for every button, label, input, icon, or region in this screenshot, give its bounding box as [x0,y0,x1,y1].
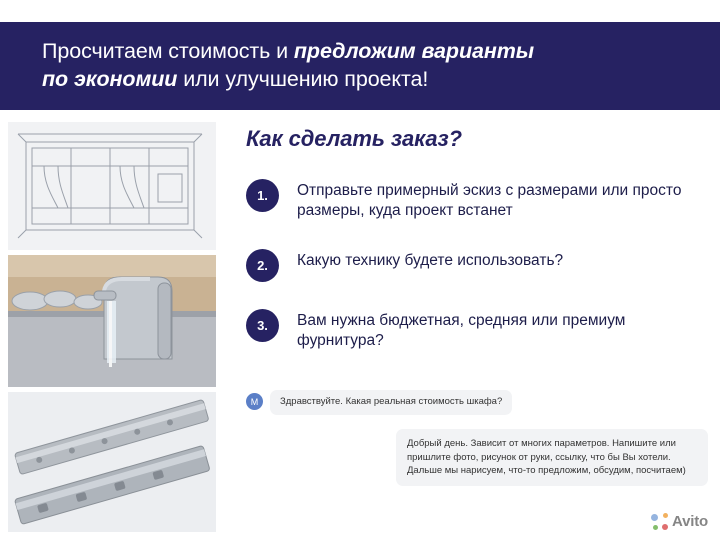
cabinet-sketch-photo [8,122,216,250]
step-text-2: Какую технику будете использовать? [297,251,564,269]
step-item-1 [246,178,708,222]
header-banner [0,22,720,110]
drawer-slides-photo [8,392,216,532]
step-number-3: 3. [246,309,279,342]
step-item-2 [246,248,708,282]
chat-mockup [246,390,708,486]
kitchen-faucet-photo [8,255,216,387]
avatar: М [246,393,263,410]
drawer-slides-image [8,392,216,532]
avito-watermark-label: Avito [672,513,708,530]
photo-column [8,122,216,532]
avito-logo-icon [651,513,668,530]
banner-line1-plain: Просчитаем стоимость и [42,39,294,64]
step-text-3: Вам нужна бюджетная, средняя или премиум фурнитура? [297,311,626,350]
cabinet-sketch-drawing [8,122,216,250]
chat-outgoing-row [246,429,708,486]
step-item-3 [246,308,708,352]
instructions-panel [246,126,708,378]
chat-incoming-row [246,390,708,415]
banner-line2-plain: или улучшению проекта! [177,67,429,91]
step-number-2: 2. [246,249,279,282]
chat-incoming-bubble: Здравствуйте. Какая реальная стоимость шкафа? [270,390,512,415]
banner-headline [0,38,554,93]
step-number-1: 1. [246,179,279,212]
step-text-1: Отправьте примерный эскиз с размерами или просто размеры, куда проект встанет [297,182,682,220]
avito-watermark [651,513,708,530]
chat-outgoing-bubble: Добрый день. Зависит от многих параметров. Напишите или пришлите фото, рисунок от руки, ссылку, что бы Вы хотели. Дальше мы нарисуем, что-то предложим, обсудим, посчитаем) [396,429,708,486]
kitchen-faucet-image [8,255,216,387]
banner-line1-emphasis: предложим варианты [293,39,534,64]
page-title: Как сделать заказ? [246,126,462,151]
banner-line2-emphasis: по экономии [42,67,178,91]
